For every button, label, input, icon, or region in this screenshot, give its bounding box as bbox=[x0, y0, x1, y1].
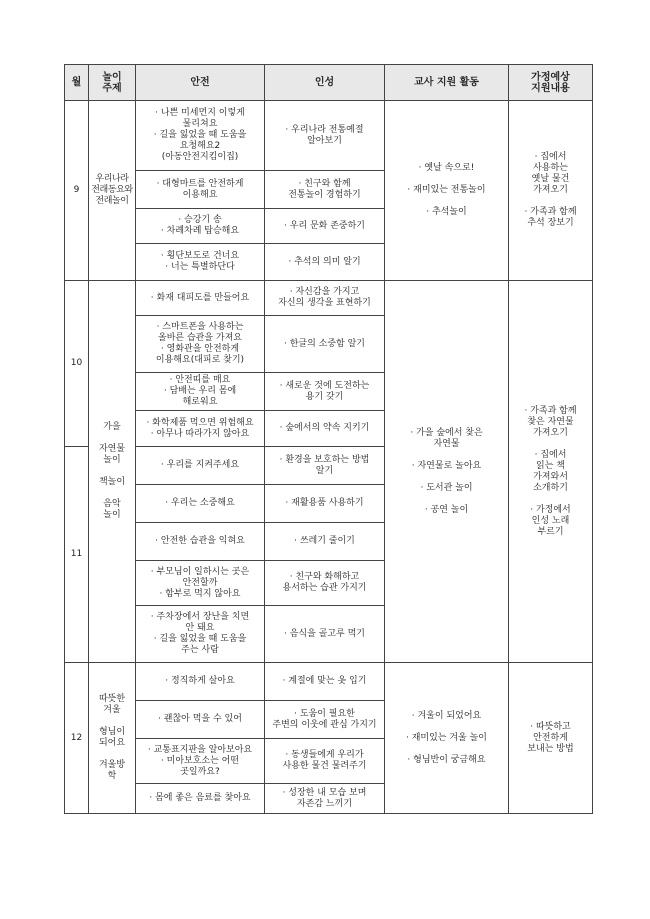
home-support-cell: · 따뜻하고 안전하게 보내는 방법 bbox=[509, 663, 593, 814]
header-row bbox=[65, 65, 593, 101]
home-support-cell: · 가족과 함께 찾은 자연물 가져오기 · 집에서 읽는 책 가져와서 소개하기 · 가정에서 인성 노래 부르기 bbox=[509, 281, 593, 663]
character-cell: · 한글의 소중함 알기 bbox=[265, 316, 385, 373]
character-cell: · 자신감을 가지고 자신의 생각을 표현하기 bbox=[265, 281, 385, 316]
safety-cell: · 몸에 좋은 음료를 찾아요 bbox=[136, 784, 265, 814]
safety-cell: · 부모님이 일하시는 곳은 안전할까 · 함부로 먹지 않아요 bbox=[136, 561, 265, 606]
teacher-activity-cell: · 가을 숲에서 찾은 자연물 · 자연물로 놀아요 · 도서관 놀이 · 공연 놀이 bbox=[385, 281, 509, 663]
safety-cell: · 안전한 습관을 익혀요 bbox=[136, 523, 265, 561]
character-cell: · 계절에 맞는 옷 입기 bbox=[265, 663, 385, 701]
month-cell: 9 bbox=[65, 101, 89, 281]
curriculum-table bbox=[64, 64, 593, 814]
month-cell: 10 bbox=[65, 281, 89, 447]
character-cell: · 우리나라 전통예절 알아보기 bbox=[265, 101, 385, 171]
header-safety: 안전 bbox=[136, 65, 265, 101]
safety-cell: · 주차장에서 장난을 치면 안 돼요 · 길을 잃었을 때 도움을 주는 사람 bbox=[136, 606, 265, 663]
safety-cell: · 승강기 송 · 차례차례 탑승해요 bbox=[136, 209, 265, 244]
character-cell: · 우리 문화 존중하기 bbox=[265, 209, 385, 244]
theme-cell: 우리나라 전래동요와 전래놀이 bbox=[89, 101, 136, 281]
safety-cell: · 교통표지판을 알아보아요 · 미아보호소는 어떤 곳일까요? bbox=[136, 739, 265, 784]
safety-cell: · 화학제품 먹으면 위험해요 · 아무나 따라가지 않아요 bbox=[136, 411, 265, 447]
character-cell: · 환경을 보호하는 방법 알기 bbox=[265, 447, 385, 485]
character-cell: · 친구와 화해하고 용서하는 습관 가지기 bbox=[265, 561, 385, 606]
month-cell: 12 bbox=[65, 663, 89, 814]
month-cell: 11 bbox=[65, 447, 89, 663]
safety-cell: · 우리를 지켜주세요 bbox=[136, 447, 265, 485]
safety-cell: · 횡단보도로 건너요 · 너는 특별하단다 bbox=[136, 244, 265, 281]
character-cell: · 숲에서의 약속 지키기 bbox=[265, 411, 385, 447]
safety-cell: · 안전띠를 매요 · 담배는 우리 몸에 해로워요 bbox=[136, 373, 265, 411]
teacher-activity-cell: · 옛날 속으로! · 재미있는 전통놀이 · 추석놀이 bbox=[385, 101, 509, 281]
character-cell: · 도움이 필요한 주변의 이웃에 관심 가지기 bbox=[265, 701, 385, 739]
safety-cell: · 우리는 소중해요 bbox=[136, 485, 265, 523]
table-row bbox=[65, 101, 593, 171]
header-character: 인성 bbox=[265, 65, 385, 101]
safety-cell: · 괜찮아 먹을 수 있어 bbox=[136, 701, 265, 739]
safety-cell: · 정직하게 살아요 bbox=[136, 663, 265, 701]
header-theme: 놀이 주제 bbox=[89, 65, 136, 101]
character-cell: · 쓰레기 줄이기 bbox=[265, 523, 385, 561]
character-cell: · 동생들에게 우리가 사용한 물건 물려주기 bbox=[265, 739, 385, 784]
theme-cell: 따뜻한 겨울 형님이 되어요 겨울방 학 bbox=[89, 663, 136, 814]
character-cell: · 새로운 것에 도전하는 용기 갖기 bbox=[265, 373, 385, 411]
character-cell: · 재활용품 사용하기 bbox=[265, 485, 385, 523]
teacher-activity-cell: · 겨울이 되었어요 · 재미있는 겨울 놀이 · 형님반이 궁금해요 bbox=[385, 663, 509, 814]
header-month: 월 bbox=[65, 65, 89, 101]
safety-cell: · 스마트폰을 사용하는 올바른 습관을 가져요 · 영화관을 안전하게 이용해요(대피로 찾기) bbox=[136, 316, 265, 373]
table-row bbox=[65, 281, 593, 316]
theme-cell: 가을 자연물 놀이 책놀이 음악 놀이 bbox=[89, 281, 136, 663]
character-cell: · 성장한 내 모습 보며 자존감 느끼기 bbox=[265, 784, 385, 814]
character-cell: · 친구와 함께 전통놀이 경험하기 bbox=[265, 171, 385, 209]
character-cell: · 음식을 골고루 먹기 bbox=[265, 606, 385, 663]
safety-cell: · 나쁜 미세먼지 이렇게 물리쳐요 · 길을 잃었을 때 도움을 요청해요2 (아동안전지킴이집) bbox=[136, 101, 265, 171]
header-teacher-activity: 교사 지원 활동 bbox=[385, 65, 509, 101]
safety-cell: · 화재 대피도를 만들어요 bbox=[136, 281, 265, 316]
header-home-support: 가정예상 지원내용 bbox=[509, 65, 593, 101]
character-cell: · 추석의 의미 알기 bbox=[265, 244, 385, 281]
safety-cell: · 대형마트를 안전하게 이용해요 bbox=[136, 171, 265, 209]
home-support-cell: · 집에서 사용하는 옛날 물건 가져오기 · 가족과 함께 추석 장보기 bbox=[509, 101, 593, 281]
table-row bbox=[65, 663, 593, 701]
